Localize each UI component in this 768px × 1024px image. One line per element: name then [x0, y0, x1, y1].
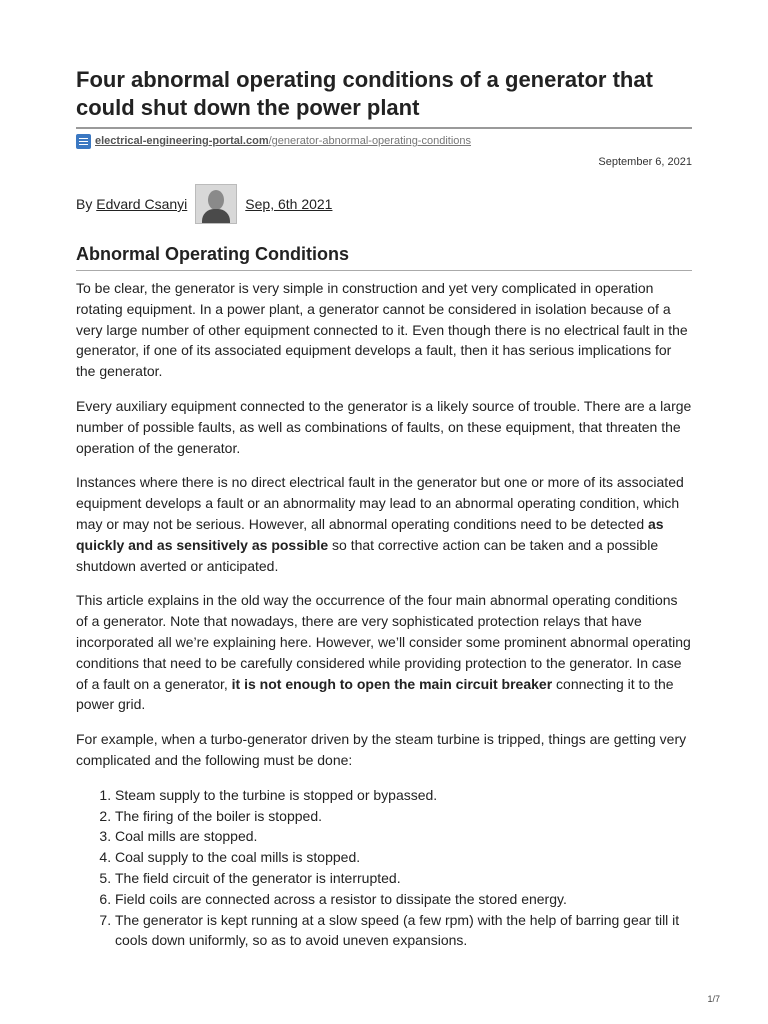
paragraph-3: Instances where there is no direct electrical fault in the generator but one or more of its associated equipment develops a fault or an abnormality may lead to an abnormal operating condition, which may or may not be serious. However, all abnormal operating conditions need to be detected as quickly and as sensitively as possible so that corrective action can be taken and a possible shutdown averted or anticipated.	[76, 474, 684, 574]
title-divider	[76, 127, 692, 129]
list-item: 6. Field coils are connected across a resistor to dissipate the stored energy.	[115, 889, 692, 910]
emphasis-text: it is not enough to open the main circuit breaker	[231, 675, 553, 692]
by-label: By	[76, 196, 93, 212]
list-item: 4. Coal supply to the coal mills is stopped.	[115, 847, 692, 868]
author-avatar	[195, 184, 237, 224]
emphasis-text: as quickly and as sensitively as possible	[76, 515, 664, 553]
page-icon	[76, 134, 91, 149]
article-title: Four abnormal operating conditions of a generator that could shut down the power plant	[76, 67, 653, 120]
article-body	[76, 278, 692, 951]
source-domain[interactable]: electrical-engineering-portal.com	[95, 135, 269, 147]
list-item: 1. Steam supply to the turbine is stopped or bypassed.	[115, 785, 692, 806]
steps-list	[76, 785, 692, 951]
author-date-link[interactable]: Sep, 6th 2021	[245, 196, 333, 212]
paragraph-4: This article explains in the old way the occurrence of the four main abnormal operating conditions of a generator. Note that nowadays, there are very sophisticated protection relays that have incorporated all we’re explaining here. However, we’ll consider some prominent abnormal operating conditions that need to be carefully considered while providing protection to the generator. In case of a fault on a generator, it is not enough to open the main circuit breaker connecting it to the power grid.	[76, 592, 691, 713]
list-item: 3. Coal mills are stopped.	[115, 826, 692, 847]
source-link[interactable]	[76, 132, 471, 150]
author-link[interactable]: Edvard Csanyi	[96, 196, 188, 212]
list-item: 7. The generator is kept running at a slow speed (a few rpm) with the help of barring gear till it cools down uniformly, so as to avoid uneven expansions.	[115, 910, 692, 952]
page-number: 1/7	[707, 994, 720, 1004]
paragraph-1: To be clear, the generator is very simple in construction and yet very complicated in operation rotating equipment. In a power plant, a generator cannot be considered in isolation because of a very large number of other equipment connected to it. Even though there is no electrical fault in the generator, if one of its associated equipment develops a fault, then it has serious implications for the generator.	[76, 280, 688, 380]
list-item: 2. The firing of the boiler is stopped.	[115, 806, 692, 827]
list-item: 5. The field circuit of the generator is interrupted.	[115, 868, 692, 889]
byline	[76, 184, 332, 224]
source-path[interactable]: /generator-abnormal-operating-conditions	[268, 135, 472, 147]
paragraph-5: For example, when a turbo-generator driven by the steam turbine is tripped, things are getting very complicated and the following must be done:	[76, 731, 687, 768]
section-heading: Abnormal Operating Conditions	[76, 244, 349, 264]
publish-date: September 6, 2021	[598, 156, 692, 168]
paragraph-2: Every auxiliary equipment connected to the generator is a likely source of trouble. There are a large number of possible faults, as well as combinations of faults, on these equipment, that threaten the operation of the generator.	[76, 397, 692, 456]
section-divider	[76, 270, 692, 271]
